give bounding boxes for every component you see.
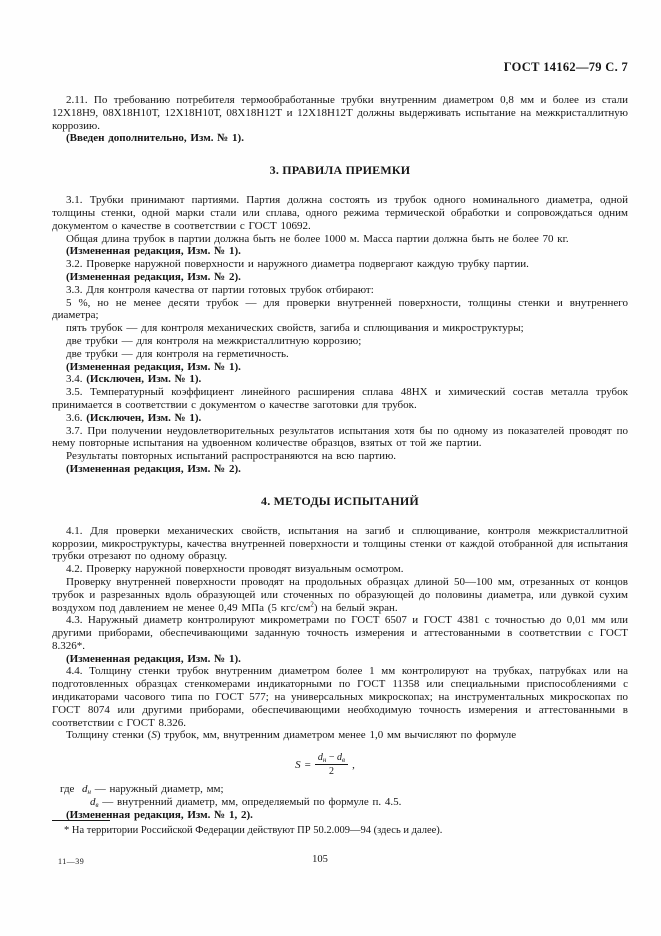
footnote-text: * На территории Российской Федерации действуют ПР 50.2.009—94 (здесь и далее). [64, 825, 443, 836]
text-run: 4.4. Толщину стенки трубок внутренним диаметром более 1 мм контролируют на трубках, патрубках или на подготовленных образцах стенкомерами индикаторными по ГОСТ 11358 или специальными приспособлениями с индикаторами часового типа по ГОСТ 577; на универсальных микроскопах; на инструментальных микроскопах по ГОСТ 8074 или другими приборами, обеспечивающими необходимую точность измерения и аттестованными в соответствии с ГОСТ 8.326. [52, 665, 628, 729]
text-run: (Измененная редакция, Изм. № 1). [66, 245, 241, 258]
text-run: Проверку внутренней поверхности проводят на продольных образцах длиной 50—100 мм, отрезанных от концов трубок и разрезанных вдоль образующей или сточенных по образующей до половины диаметра, или дувкой сухим воздухом под давлением не менее 0,49 МПа (5 кгс/см [52, 575, 628, 614]
text-run: d [337, 752, 343, 764]
clause-3-3-item-2 [52, 322, 628, 335]
revision-note [52, 653, 628, 666]
text-run: 3.2. Проверке наружной поверхности и наружного диаметра подвергают каждую трубку партии. [66, 258, 529, 271]
clause-4-4-formula-intro [52, 729, 628, 742]
text-run: 3.7. При получении неудовлетворительных результатов испытания хотя бы по одному из показателей проводят по нему повторные испытания на удвоенном количестве образцов, взятых от той же партии. [52, 424, 628, 450]
text-run: две трубки — для контроля на герметичность. [66, 347, 289, 360]
text-run: 4.2. Проверку наружной поверхности проводят визуальным осмотром. [66, 563, 404, 576]
text-run: пять трубок — для контроля механических свойств, загиба и сплющивания и микроструктуры; [66, 322, 524, 335]
text-run: Общая длина трубок в партии должна быть не более 1000 м. Масса партии должна быть не более 70 кг. [66, 232, 569, 245]
text-run: н [322, 756, 327, 765]
revision-note [52, 463, 628, 476]
clause-3-5 [52, 386, 628, 412]
document-body [52, 94, 628, 822]
document-header: ГОСТ 14162—79 С. 7 [503, 60, 628, 74]
text-run: в [342, 756, 346, 765]
text-run: Результаты повторных испытаний распространяются на всю партию. [66, 450, 397, 463]
formula-where-line-2 [90, 796, 628, 809]
clause-3-6 [52, 412, 628, 425]
clause-3-3-item-4 [52, 348, 628, 361]
clause-4-4 [52, 665, 628, 729]
section-4-heading: 4. МЕТОДЫ ИСПЫТАНИЙ [261, 493, 419, 508]
text-run: в [95, 801, 99, 810]
text-run: d [317, 752, 323, 764]
formula-where-line-1 [60, 783, 628, 796]
clause-3-3-item-1 [52, 297, 628, 323]
clause-3-7-cont [52, 450, 628, 463]
clause-3-2 [52, 258, 628, 271]
clause-3-7 [52, 425, 628, 451]
text-run: d [90, 796, 96, 809]
formula-expression: S = $\frac{d_н - d_в}{2}$ , [295, 752, 355, 778]
page-number: 105 [312, 854, 328, 865]
text-run: (Измененная редакция, Изм. № 1). [66, 360, 241, 373]
text-run: (Исключен, Изм. № 1). [86, 411, 202, 424]
text-run: ) трубок, мм, внутренним диаметром менее 1,0 мм вычисляют по формуле [156, 729, 517, 742]
text-run: d [81, 783, 88, 796]
text-run: 3.6. [66, 411, 87, 424]
revision-note [52, 361, 628, 374]
text-run: (Исключен, Изм. № 1). [86, 373, 202, 386]
text-run: н [87, 788, 91, 797]
text-run: 5 %, но не менее десяти трубок — для проверки внутренней поверхности, толщины стенки и внутреннего диаметра; [52, 296, 628, 322]
text-run: 4.1. Для проверки механических свойств, испытания на загиб и сплющивание, контроля межкристаллитной коррозии, микроструктуры, качества внутренней поверхности и толщины стенки от каждой отобранной для испытания трубки отрезают по одному образцу. [52, 524, 628, 563]
clause-4-3 [52, 614, 628, 652]
revision-note [52, 132, 628, 145]
clause-4-2-cont [52, 576, 628, 614]
clause-2-11 [52, 94, 628, 132]
text-run: 3.4. [66, 373, 87, 386]
text-run: 3.1. Трубки принимают партиями. Партия должна состоять из трубок одного номинального диаметра, одной толщины стенки, одной марки стали или сплава, одного режима термической обработки и сопровождаться одним документом о качестве в соответствии с ГОСТ 10692. [52, 194, 628, 232]
text-run: (Измененная редакция, Изм. № 2). [66, 270, 241, 283]
text-run: — наружный диаметр, мм; [90, 783, 224, 796]
text-run: 3.3. Для контроля качества от партии готовых трубок отбирают: [66, 283, 374, 296]
clause-3-3-item-3 [52, 335, 628, 348]
signature-mark: 11—39 [58, 857, 85, 866]
text-run: (Измененная редакция, Изм. № 2). [66, 462, 241, 475]
text-run: (Введен дополнительно, Изм. № 1). [66, 132, 244, 145]
text-run: − [326, 752, 338, 764]
text-run: S [151, 729, 157, 742]
clause-3-3 [52, 284, 628, 297]
text-run: — внутренний диаметр, мм, определяемый по формуле п. 4.5. [98, 796, 402, 809]
text-run: две трубки — для контроля на межкристаллитную коррозию; [66, 334, 362, 347]
clause-3-1-cont [52, 233, 628, 246]
wall-thickness-formula [52, 752, 598, 777]
clause-4-1 [52, 525, 628, 563]
revision-note [52, 245, 628, 258]
section-3-heading: 3. ПРАВИЛА ПРИЕМКИ [269, 163, 411, 178]
text-run: 4.3. Наружный диаметр контролируют микрометрами по ГОСТ 6507 и ГОСТ 4381 с точностью до 0,01 мм или другими приборами, обеспечивающими заданную точность измерения и аттестованными в соответствии с ГОСТ 8.326*. [52, 614, 628, 652]
text-run: 2 [310, 599, 314, 608]
text-run: Толщину стенки ( [66, 729, 152, 742]
text-run: (Измененная редакция, Изм. № 1). [66, 652, 241, 665]
text-run: ) на белый экран. [313, 601, 398, 614]
clause-3-4 [52, 373, 628, 386]
clause-3-1 [52, 194, 628, 232]
footnote-area [52, 820, 628, 838]
clause-4-2 [52, 563, 628, 576]
text-run: 2.11. По требованию потребителя термообработанные трубки внутренним диаметром 0,8 мм и более из стали 12Х18Н9, 08Х18Н10Т, 12Х18Н10Т, 08Х18Н12Т и 12Х18Н12Т должны выдерживать испытание на межкристаллитную коррозию. [52, 94, 628, 132]
text-run: (Измененная редакция, Изм. № 1, 2). [66, 808, 253, 821]
text-run: где [60, 783, 82, 796]
text-run: 3.5. Температурный коэффициент линейного расширения сплава 48НХ и химический состав металла трубок принимается в соответствии с документом о качестве заготовки для трубок. [52, 386, 628, 411]
footnote-rule [52, 820, 110, 821]
revision-note [52, 271, 628, 284]
